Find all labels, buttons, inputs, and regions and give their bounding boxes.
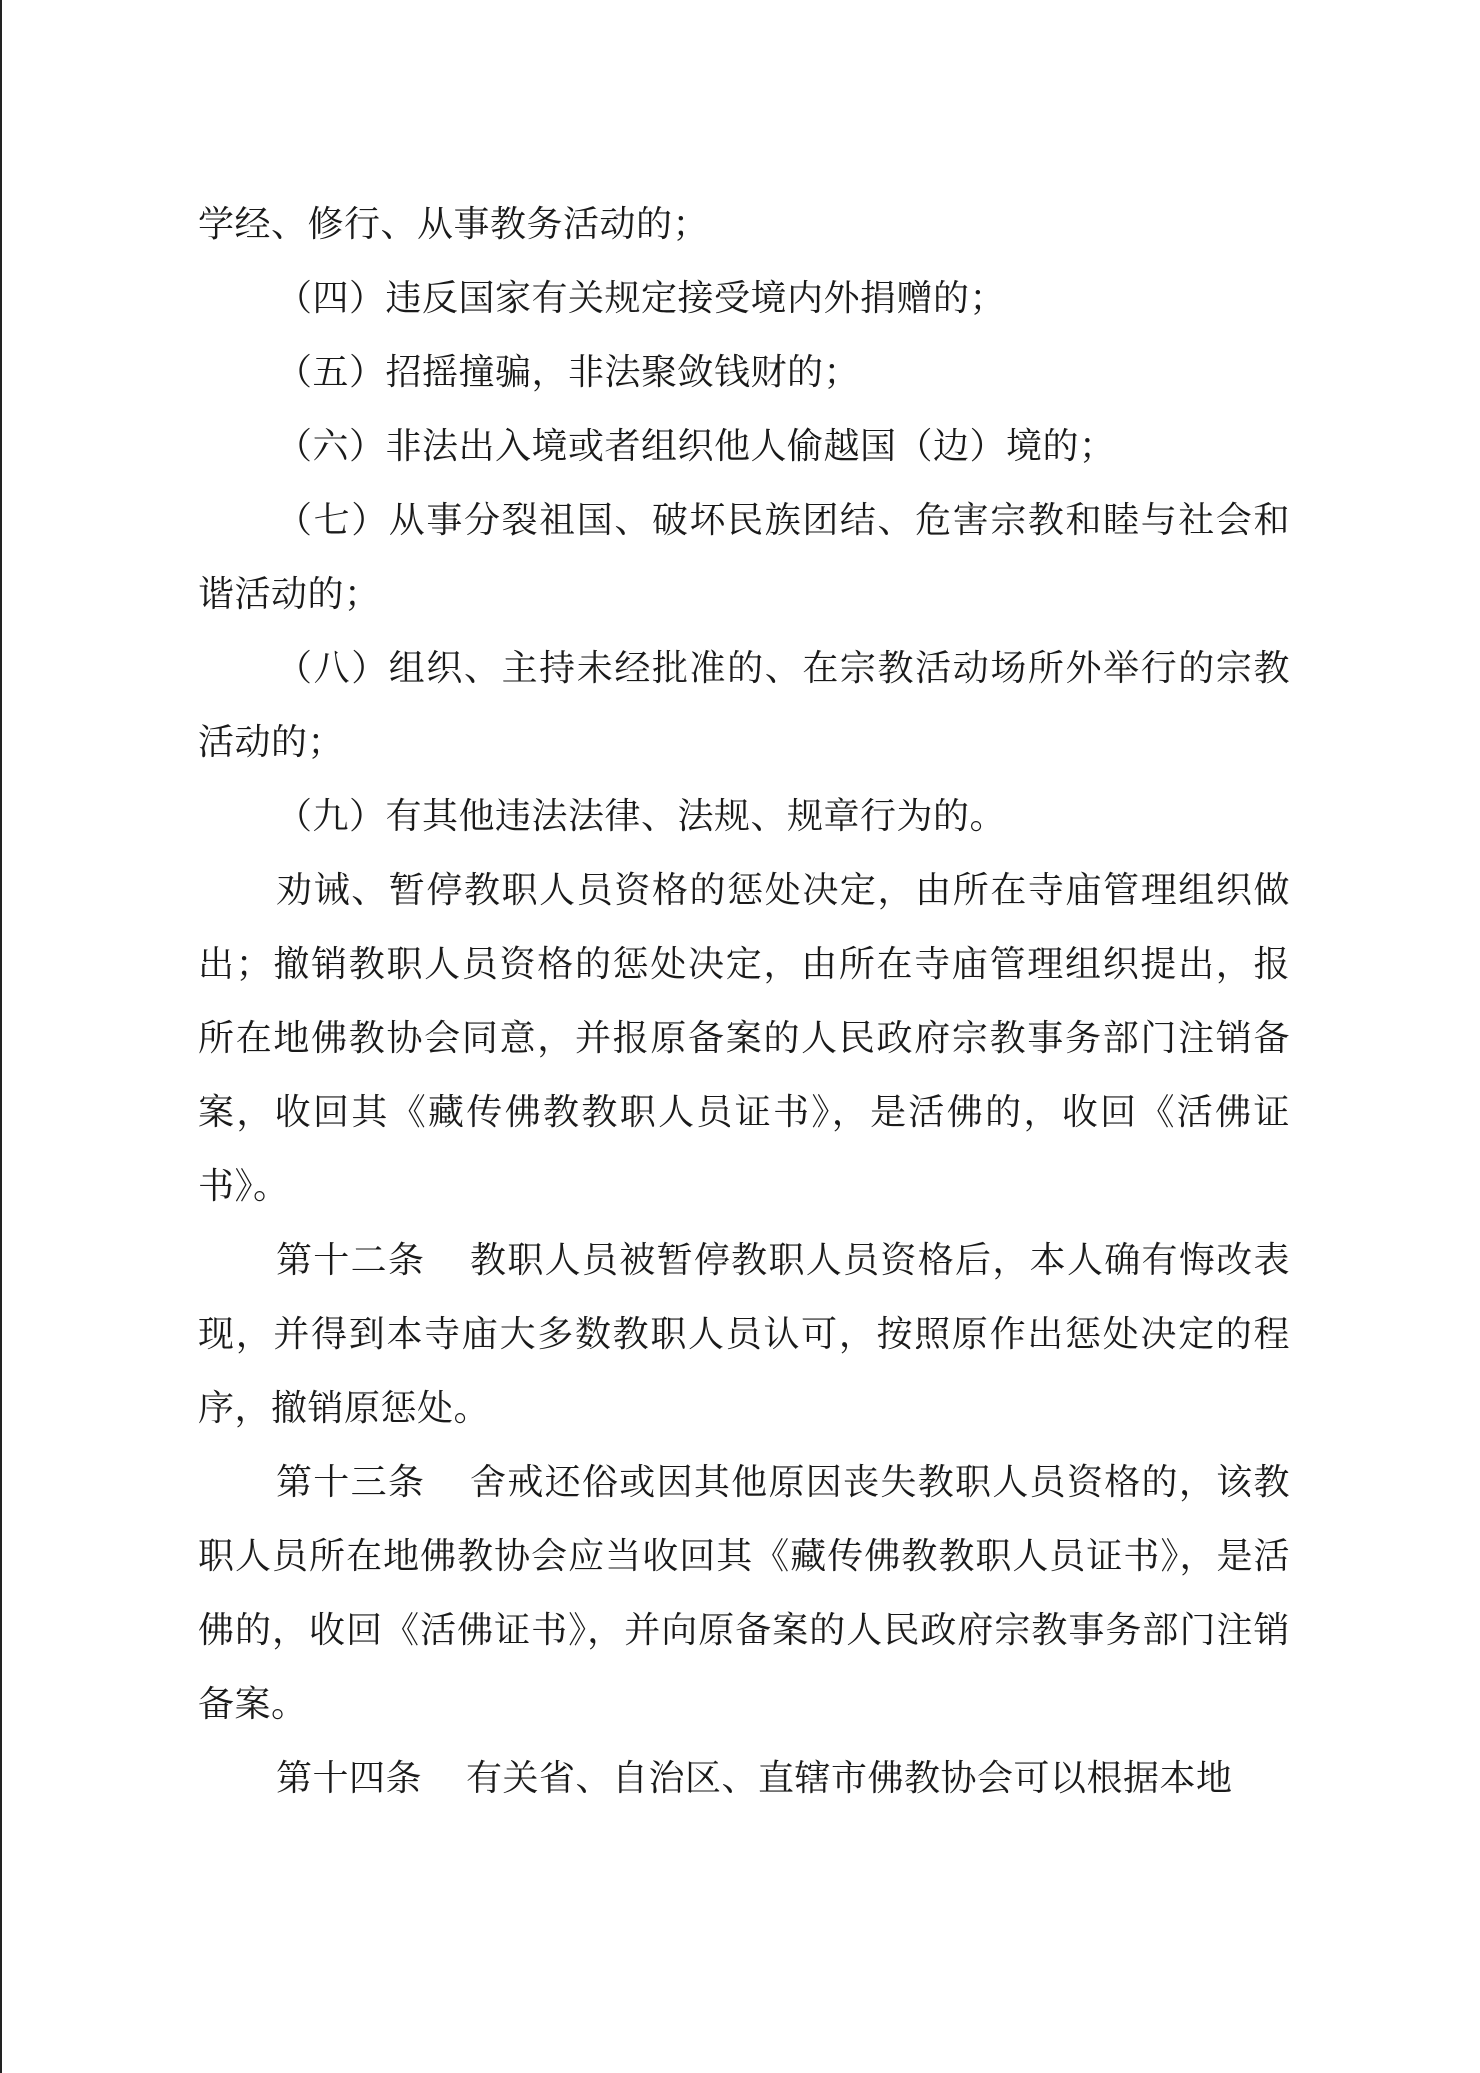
clause-5: （五）招摇撞骗，非法聚敛钱财的； <box>276 352 861 393</box>
article-13-heading: 第十三条 <box>276 1462 426 1503</box>
article-12-text: 教职人员被暂停教职人员资格后，本人确有悔改表现，并得到本寺庙大多数教职人员认可，按照原作出惩处决定的程序，撤销原惩处。 <box>198 1240 1290 1429</box>
clause-9: （九）有其他违法法律、法规、规章行为的。 <box>276 796 1007 837</box>
article-14 <box>198 1742 1290 1816</box>
paragraph-continuation: 学经、修行、从事教务活动的； <box>198 204 710 245</box>
clause-8: （八）组织、主持未经批准的、在宗教活动场所外举行的宗教活动的； <box>198 648 1290 763</box>
article-13-text: 舍戒还俗或因其他原因丧失教职人员资格的，该教职人员所在地佛教协会应当收回其《藏传佛教教职人员证书》，是活佛的，收回《活佛证书》，并向原备案的人民政府宗教事务部门注销备案。 <box>198 1462 1290 1725</box>
article-14-text: 有关省、自治区、直辖市佛教协会可以根据本地 <box>466 1758 1233 1799</box>
penalty-decision-paragraph: 劝诫、暂停教职人员资格的惩处决定，由所在寺庙管理组织做出；撤销教职人员资格的惩处决定，由所在寺庙管理组织提出，报所在地佛教协会同意，并报原备案的人民政府宗教事务部门注销备案，收回其《藏传佛教教职人员证书》，是活佛的，收回《活佛证书》。 <box>198 870 1290 1207</box>
clause-6: （六）非法出入境或者组织他人偷越国（边）境的； <box>276 426 1116 467</box>
clause-7: （七）从事分裂祖国、破坏民族团结、危害宗教和睦与社会和谐活动的； <box>198 500 1290 615</box>
document-body <box>198 188 1290 1816</box>
article-13 <box>198 1446 1290 1742</box>
article-12-heading: 第十二条 <box>276 1240 426 1281</box>
article-12 <box>198 1224 1290 1446</box>
article-14-heading: 第十四条 <box>276 1758 423 1799</box>
clause-4: （四）违反国家有关规定接受境内外捐赠的； <box>276 278 1007 319</box>
